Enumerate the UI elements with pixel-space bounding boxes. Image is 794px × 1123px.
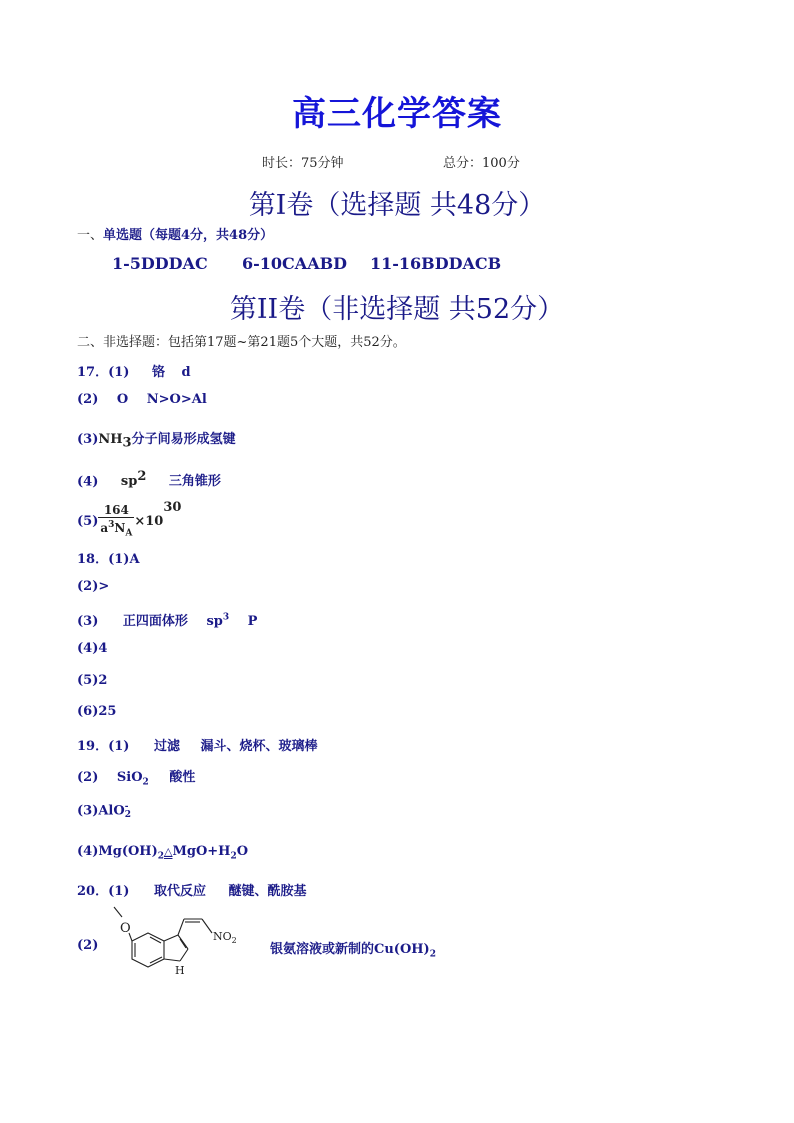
- molecule-structure-diagram: [112, 905, 242, 980]
- q17-part-3: $(3)NH_3$分子间易形成氢键: [77, 432, 236, 451]
- page-title: 高三化学答案: [292, 94, 502, 134]
- section-2-instruction: 二、非选择题：包括第17题~第21题5个大题，共52分。: [77, 335, 406, 350]
- section-1-instruction: 一、单选题（每题4分，共48分）: [77, 228, 274, 243]
- q18-part-5: (5)2: [77, 673, 108, 688]
- q18-part-2: (2)>: [77, 579, 110, 594]
- nh-hydrogen-label: H: [175, 964, 185, 977]
- q19-part-4: $(4)Mg(OH)_2\triangle MgO+H_2O$: [77, 844, 249, 862]
- exam-duration: 时长：75分钟: [262, 156, 344, 171]
- q19-part-3: (3)AlO - 2: [77, 802, 131, 820]
- section-2-heading: 第II卷（非选择题 共52分）: [229, 294, 565, 325]
- section-1-heading: 第Ⅰ卷（选择题 共48分）: [248, 190, 546, 221]
- q19-part-2: (2) SiO$_2$ 酸性: [77, 770, 196, 788]
- q19-part-1: 19．(1) 过滤 漏斗、烧杯、玻璃棒: [77, 739, 318, 754]
- q18-part-3: (3) 正四面体形 $sp^3$ P: [77, 612, 258, 629]
- q18-part-4: (4)4: [77, 641, 108, 656]
- fraction: $\frac{164}{a^3N_A}$: [100, 502, 133, 539]
- q17-part-1: 17．(1) 铬 d: [77, 365, 191, 380]
- heat-condition: △: [164, 845, 173, 858]
- q20-part-2-label: (2): [77, 938, 99, 953]
- q17-part-4: (4) $sp^2$ 三角锥形: [77, 469, 221, 490]
- exam-total-score: 总分：100分: [443, 156, 520, 171]
- q17-part-2: (2) O N>O>Al: [77, 392, 207, 407]
- q17-part-5: (5) $\frac{164}{a^3N_A}$ $\times 10^{30}$: [77, 500, 182, 539]
- methoxy-oxygen-atom: O: [120, 921, 131, 936]
- answer-group-2: 6-10CAABD: [242, 254, 347, 273]
- nitro-group-label: $NO_2$: [213, 930, 237, 945]
- q18-part-6: (6)25: [77, 704, 117, 719]
- q20-part-1: 20．(1) 取代反应 醚键、酰胺基: [77, 884, 307, 899]
- q20-part-2-answer: 银氨溶液或新制的$Cu(OH)_2$: [270, 942, 436, 960]
- answer-group-3: 11-16BDDACB: [370, 254, 502, 273]
- answer-group-1: 1-5DDDAC: [112, 254, 208, 273]
- q18-part-1: 18．(1)A: [77, 552, 140, 567]
